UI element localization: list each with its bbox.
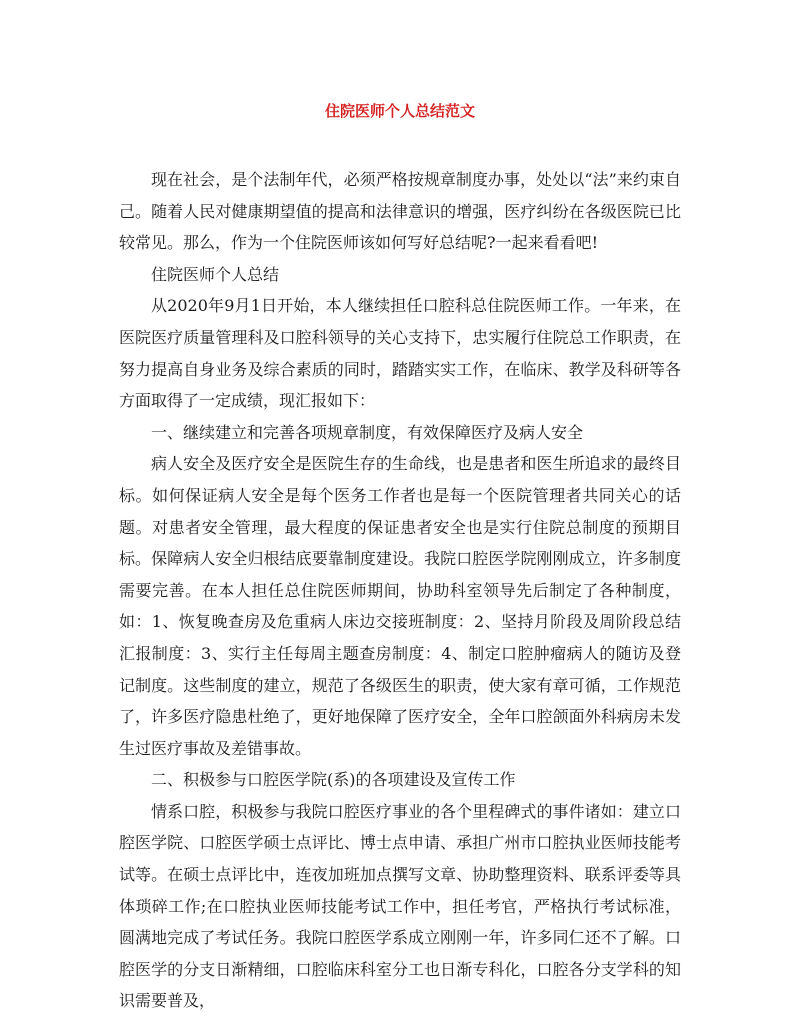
document-body [119, 164, 681, 1017]
paragraph-section-1: 病人安全及医疗安全是医院生存的生命线，也是患者和医生所追求的最终目标。如何保证病人安全是每个医务工作者也是每一个医院管理者共同关心的话题。对患者安全管理，最大程度的保证患者安全也是实行住院总制度的预期目标。保障病人安全归根结底要靠制度建设。我院口腔医学院刚刚成立，许多制度需要完善。在本人担任总住院医师期间，协助科室领导先后制定了各种制度，如：1、恢复晚查房及危重病人床边交接班制度：2、坚持月阶段及周阶段总结汇报制度：3、实行主任每周主题查房制度：4、制定口腔肿瘤病人的随访及登记制度。这些制度的建立，规范了各级医生的职责，使大家有章可循，工作规范了，许多医疗隐患杜绝了，更好地保障了医疗安全，全年口腔颌面外科病房未发生过医疗事故及差错事故。 [119, 454, 681, 758]
section-heading-2: 二、积极参与口腔医学院(系)的各项建设及宣传工作 [151, 770, 516, 790]
paragraph-section-2: 情系口腔，积极参与我院口腔医疗事业的各个里程碑式的事件诸如：建立口腔医学院、口腔医学硕士点评比、博士点申请、承担广州市口腔执业医师技能考试等。在硕士点评比中，连夜加班加点撰写文章、协助整理资料、联系评委等具体琐碎工作;在口腔执业医师技能考试工作中，担任考官，严格执行考试标准，圆满地完成了考试任务。我院口腔医学系成立刚刚一年，许多同仁还不了解。口腔医学的分支日渐精细，口腔临床科室分工也日渐专科化，口腔各分支学科的知识需要普及， [119, 801, 681, 1011]
paragraph-intro: 现在社会，是个法制年代，必须严格按规章制度办事，处处以“法”来约束自己。随着人民对健康期望值的提高和法律意识的增强，医疗纠纷在各级医院已比较常见。那么，作为一个住院医师该如何写好总结呢?一起来看看吧! [119, 170, 681, 253]
section-heading-1: 一、继续建立和完善各项规章制度，有效保障医疗及病人安全 [151, 422, 584, 442]
paragraph-subtitle: 住院医师个人总结 [151, 264, 280, 284]
paragraph-overview: 从2020年9月1日开始，本人继续担任口腔科总住院医师工作。一年来，在医院医疗质量管理科及口腔科领导的关心支持下，忠实履行住院总工作职责，在努力提高自身业务及综合素质的同时，踏踏实实工作，在临床、教学及科研等各方面取得了一定成绩，现汇报如下： [119, 296, 681, 411]
document-title: 住院医师个人总结范文 [324, 102, 475, 120]
